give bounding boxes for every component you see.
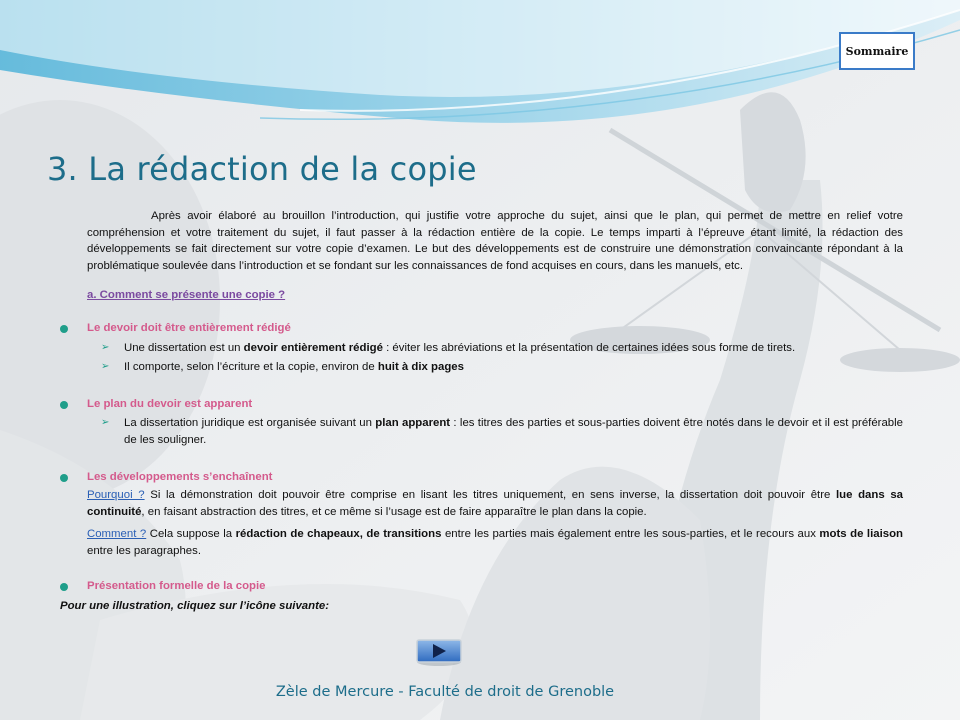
bullet-dot-icon: [60, 325, 68, 333]
bullet-heading-redige: Le devoir doit être entièrement rédigé: [87, 321, 291, 334]
pourquoi-paragraph: [87, 487, 903, 520]
illustration-instruction: Pour une illustration, cliquez sur l’icône suivante:: [60, 600, 329, 613]
para-bold-text: rédaction de chapeaux, de transitions: [235, 528, 442, 541]
comment-paragraph: [87, 526, 903, 559]
para-text: Si la démonstration doit pouvoir être comprise en lisant les titres uniquement, en sens inverse, la dissertation doit pouvoir être: [144, 489, 836, 502]
sub-item-plan-apparent: [60, 415, 903, 448]
bullet-block-presentation: [60, 578, 903, 595]
sub-text: : éviter les abréviations et la présentation de certaines idées sous forme de tirets.: [382, 341, 796, 354]
bullet-heading-plan: Le plan du devoir est apparent: [87, 397, 253, 410]
para-text: entre les parties mais également entre les sous-parties, et le recours aux: [441, 528, 820, 541]
top-wave-decoration: [0, 0, 960, 140]
para-bold-text: lue dans sa continuité: [87, 489, 903, 518]
arrow-bullet-icon: ➢: [101, 341, 110, 353]
sub-item-dissertation: [60, 340, 903, 357]
sub-bold-text: plan apparent: [375, 417, 451, 430]
bullet-dot-icon: [60, 583, 68, 591]
para-text: entre les paragraphes.: [87, 544, 201, 557]
bullet-dot-icon: [60, 401, 68, 409]
para-text: Cela suppose la: [146, 528, 236, 541]
section-link-comment-copie[interactable]: a. Comment se présente une copie ?: [87, 289, 286, 302]
pourquoi-link[interactable]: Pourquoi ?: [87, 489, 145, 502]
bullet-heading-presentation: Présentation formelle de la copie: [87, 579, 266, 592]
intro-paragraph: Après avoir élaboré au brouillon l’introduction, qui justifie votre approche du sujet, ainsi que le plan, qui permet de mettre en relief votre compréhension et votre traitement du sujet, il faut passer à la rédaction entière de la copie. Le temps imparti à l’épreuve étant limité, la rédaction des développements se fait directement sur votre copie d’examen. Le but des développements est de construire une démonstration convaincante répondant à la problématique soulevée dans l’introduction et se fondant sur les connaissances de fond acquises en cours, dans les manuels, etc.: [87, 210, 903, 272]
page-title: 3. La rédaction de la copie: [47, 150, 477, 188]
para-text: , en faisant abstraction des titres, et ce même si l’usage est de faire apparaître le plan dans la copie.: [141, 505, 647, 518]
sub-text: Une dissertation est un: [124, 341, 244, 354]
play-arrow-icon[interactable]: [415, 638, 463, 666]
arrow-bullet-icon: ➢: [101, 417, 110, 429]
comment-link[interactable]: Comment ?: [87, 528, 147, 541]
para-bold-text: mots de liaison: [819, 528, 904, 541]
sommaire-button[interactable]: Sommaire: [839, 32, 915, 70]
bullet-block-enchainement: [60, 469, 903, 560]
main-content: [60, 208, 903, 615]
footer-text: Zèle de Mercure - Faculté de droit de Grenoble: [275, 684, 615, 700]
sub-text: La dissertation juridique est organisée suivant un: [124, 417, 376, 430]
bullet-heading-enchainement: Les développements s’enchaînent: [87, 470, 273, 483]
sub-text: Il comporte, selon l’écriture et la copie, environ de: [124, 361, 378, 374]
sub-item-pages: [60, 359, 903, 376]
sub-text: : les titres des parties et sous-parties doivent être notés dans le devoir et il est préférable de les souligner.: [124, 417, 904, 446]
sub-bold-text: devoir entièrement rédigé: [243, 341, 383, 354]
bullet-block-redige: [60, 320, 903, 376]
sub-bold-text: huit à dix pages: [377, 361, 464, 374]
arrow-bullet-icon: ➢: [101, 361, 110, 373]
bullet-dot-icon: [60, 474, 68, 482]
bullet-block-plan: [60, 396, 903, 449]
